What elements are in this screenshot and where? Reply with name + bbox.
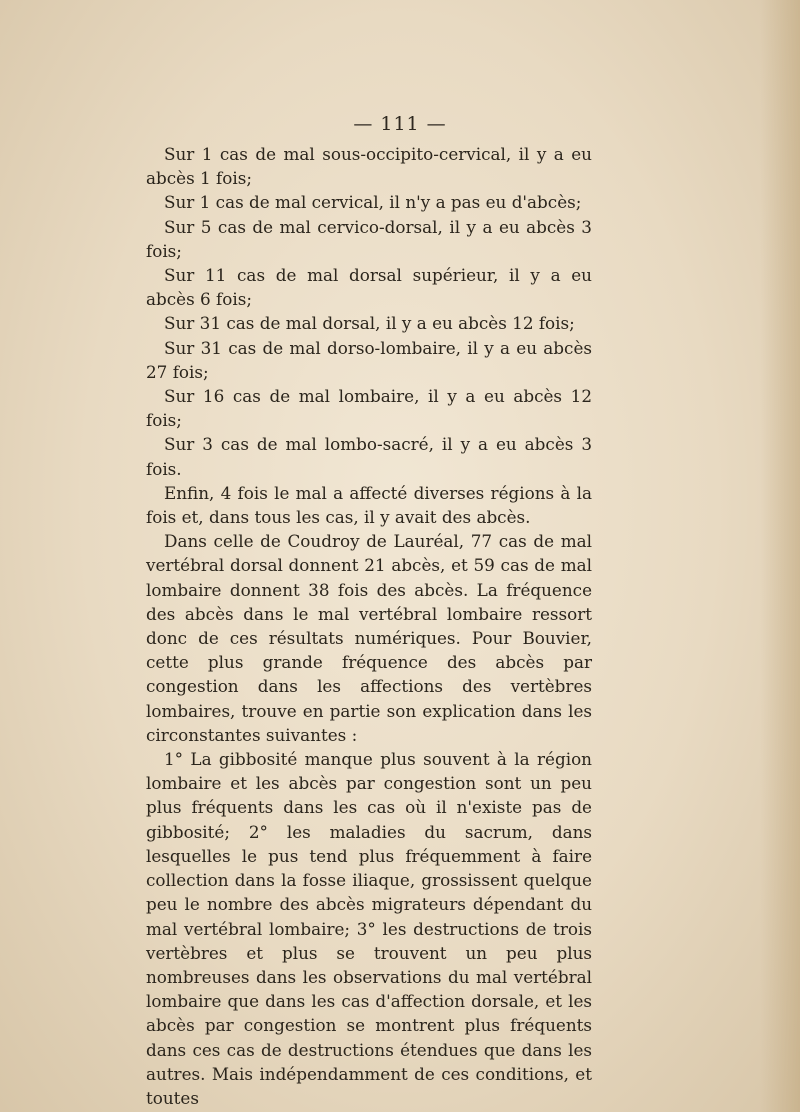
paragraph: Sur 16 cas de mal lombaire, il y a eu abcès 12 fois; bbox=[146, 386, 592, 431]
body-text bbox=[146, 142, 592, 1110]
paragraph: Sur 31 cas de mal dorso-lombaire, il y a eu abcès 27 fois; bbox=[146, 337, 592, 382]
paragraph: Sur 31 cas de mal dorsal, il y a eu abcès 12 fois; bbox=[164, 313, 575, 334]
paragraph: Sur 1 cas de mal sous-occipito-cervical, il y a eu abcès 1 fois; bbox=[146, 144, 592, 189]
paragraph: Sur 3 cas de mal lombo-sacré, il y a eu abcès 3 fois. bbox=[146, 434, 592, 479]
paragraph: 1° La gibbosité manque plus souvent à la région lombaire et les abcès par congestion sont un peu plus fréquents dans les cas où il n'existe pas de gibbosité; 2° les maladies du sacrum, dans lesquelles le pus tend plus fréquemment à faire collection dans la fosse iliaque, grossissent quelque peu le nombre des abcès migrateurs dépendant du mal vertébral lombaire; 3° les destructions de trois vertèbres et plus se trouvent un peu plus nombreuses dans les observations du mal vertébral lombaire que dans les cas d'affection dorsale, et les abcès par congestion se montrent plus fréquents dans ces cas de destructions étendues que dans les autres. Mais indépendamment de ces conditions, et toutes bbox=[146, 749, 592, 1108]
paragraph: Sur 11 cas de mal dorsal supérieur, il y a eu abcès 6 fois; bbox=[146, 265, 592, 310]
page-number: — 111 — bbox=[353, 113, 447, 135]
page-edge-shadow bbox=[760, 0, 800, 1112]
paragraph: Dans celle de Coudroy de Lauréal, 77 cas de mal vertébral dorsal donnent 21 abcès, et 59 cas de mal lombaire donnent 38 fois des abcès. La fréquence des abcès dans le mal vertébral lombaire ressort donc de ces résultats numériques. Pour Bouvier, cette plus grande fréquence des abcès par congestion dans les affections des vertèbres lombaires, trouve en partie son explication dans les circonstantes suivantes : bbox=[146, 531, 592, 745]
paragraph: Sur 1 cas de mal cervical, il n'y a pas eu d'abcès; bbox=[164, 192, 582, 213]
paragraph: Enfin, 4 fois le mal a affecté diverses régions à la fois et, dans tous les cas, il y avait des abcès. bbox=[146, 482, 592, 528]
paragraph: Sur 5 cas de mal cervico-dorsal, il y a eu abcès 3 fois; bbox=[146, 216, 592, 261]
